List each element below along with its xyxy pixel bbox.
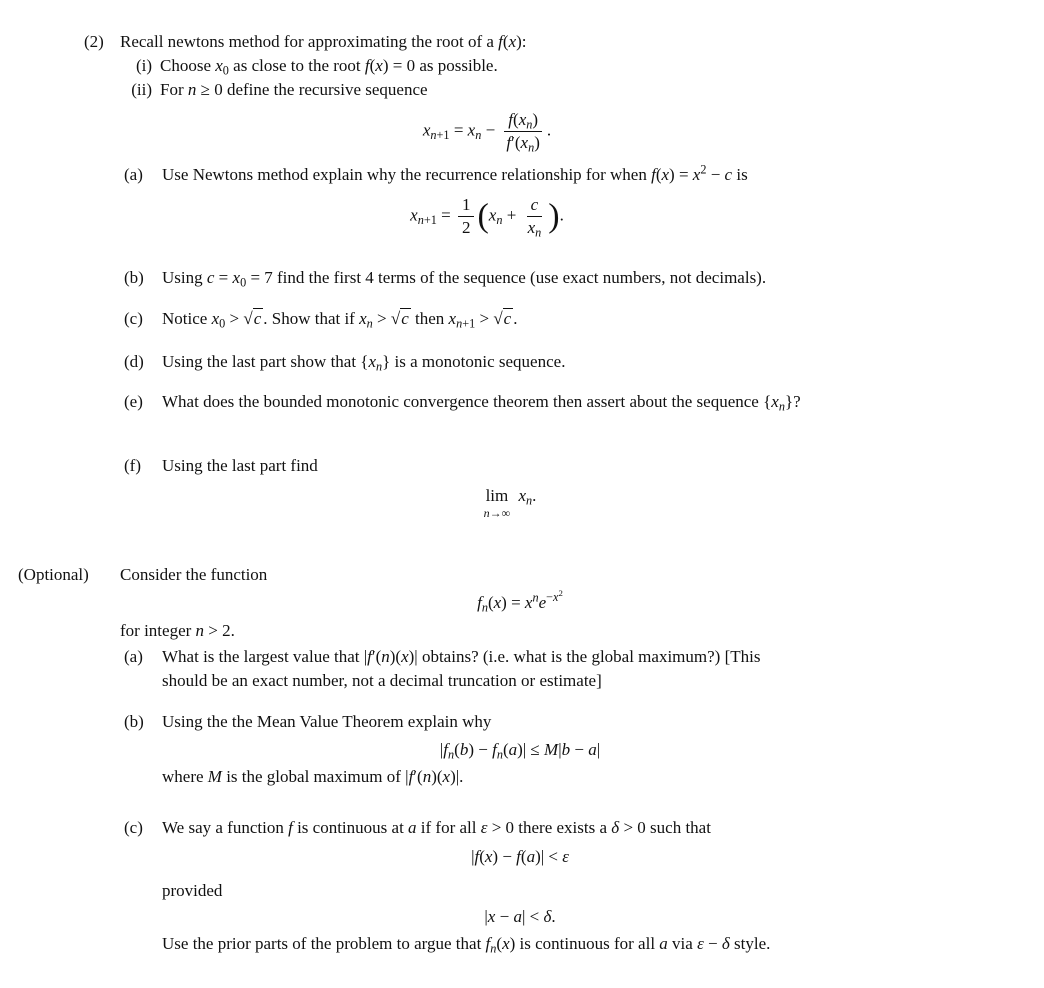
math-var: b — [459, 740, 469, 759]
optional-part-c-closing — [162, 932, 920, 956]
math-var: x — [211, 309, 220, 328]
text-run: For — [160, 80, 188, 99]
text-run: . — [546, 120, 552, 140]
text-run: . — [532, 486, 537, 505]
text-run: is continuous at — [292, 818, 409, 837]
math-var: n — [456, 316, 463, 331]
math-var: a — [588, 740, 597, 759]
equation-limit — [124, 484, 896, 519]
limit-stack — [484, 487, 511, 519]
math-var: x — [508, 32, 517, 51]
equation-delta-bound — [124, 905, 916, 929]
part-c-text — [162, 307, 517, 331]
math-var: x — [401, 647, 409, 666]
part-c-label: (c) — [124, 309, 143, 328]
text-run: What is the largest value that | — [162, 647, 368, 666]
sqrt-radical — [391, 308, 411, 328]
optional-label: (Optional) — [18, 565, 89, 584]
part-b-text — [162, 266, 766, 290]
equation-mean-value-bound — [124, 738, 916, 762]
math-var: f — [516, 847, 521, 866]
text-run: ( — [487, 593, 494, 612]
math-var: c — [530, 195, 539, 214]
part-a-row — [124, 163, 896, 187]
fraction-numerator — [504, 110, 542, 132]
optional-part-c-row — [124, 816, 920, 840]
math-var: f — [508, 110, 514, 129]
math-var: a — [408, 818, 417, 837]
text-run: }? — [784, 392, 801, 411]
text-run: Choose — [160, 56, 216, 75]
math-var: a — [526, 847, 536, 866]
text-run: − — [703, 934, 722, 953]
text-run: as close to the root — [228, 56, 365, 75]
math-var: n — [778, 399, 785, 414]
math-var: x — [661, 165, 670, 184]
text-run: | < — [521, 907, 544, 926]
optional-part-a-line1 — [162, 645, 760, 669]
text-run: − — [706, 165, 725, 184]
subscript — [430, 128, 449, 142]
problem-2-intro — [120, 30, 896, 54]
text-run: provided — [162, 881, 223, 900]
math-var: n — [496, 747, 503, 762]
item-i-row — [120, 54, 896, 78]
math-var: f — [443, 740, 449, 759]
optional-part-b-label: (b) — [124, 712, 144, 731]
text-run: ) — [534, 133, 540, 152]
math-var: x — [518, 110, 527, 129]
text-run: Consider the function — [120, 565, 268, 584]
math-var: δ — [611, 818, 620, 837]
text-run: +1 — [462, 316, 476, 331]
part-e-row — [124, 390, 896, 414]
math-var: f — [492, 740, 497, 759]
math-var: x — [359, 309, 367, 328]
math-var: n — [526, 117, 533, 132]
optional-part-a-label: (a) — [124, 647, 143, 666]
text-run: Use the prior parts of the problem to argue that — [162, 934, 486, 953]
math-var: x — [553, 590, 559, 605]
math-var: x — [232, 268, 241, 287]
text-run: > 2. — [204, 621, 235, 640]
fraction-denominator — [458, 217, 475, 238]
math-var: x — [502, 934, 510, 953]
text-run: +1 — [436, 127, 450, 142]
text-run: | — [471, 847, 475, 866]
math-var: x — [524, 593, 533, 612]
equation-epsilon-bound — [124, 845, 916, 869]
optional-body — [120, 563, 920, 956]
text-run: 2 — [461, 218, 471, 237]
text-run: ( — [655, 165, 662, 184]
sqrt-argument — [253, 308, 264, 328]
text-run: is the global maximum of | — [221, 767, 409, 786]
optional-part-a-line2 — [162, 669, 760, 693]
text-run: Using the last part find — [162, 456, 318, 475]
big-paren: ) — [548, 197, 560, 235]
text-run: is — [732, 165, 748, 184]
math-var: f — [364, 56, 370, 75]
math-var: n — [496, 212, 503, 227]
part-f-row — [124, 454, 896, 478]
math-var: f — [474, 847, 480, 866]
text-run: What does the bounded monotonic convergence theorem then assert about the sequence { — [162, 392, 772, 411]
math-var: c — [401, 309, 409, 328]
fraction — [524, 195, 546, 238]
text-run: )| ≤ — [517, 740, 545, 759]
text-run: )| < — [535, 847, 563, 866]
math-var: n — [187, 80, 197, 99]
text-run: + — [502, 205, 521, 225]
math-var: n — [525, 493, 533, 508]
part-e-label: (e) — [124, 392, 143, 411]
problem-2-number: (2) — [84, 32, 104, 51]
text-run: ) is continuous for all — [509, 934, 660, 953]
optional-integer-condition — [120, 619, 920, 643]
text-run: ( — [454, 740, 460, 759]
part-b-label: (b) — [124, 268, 144, 287]
sqrt-argument — [503, 308, 514, 328]
part-d-text — [162, 350, 565, 374]
text-run: ( — [513, 110, 519, 129]
text-run: ′( — [371, 647, 382, 666]
math-var: f — [498, 32, 503, 51]
sqrt-sign-icon: √ — [493, 309, 503, 328]
optional-part-b-row — [124, 710, 920, 734]
math-var: f — [408, 767, 414, 786]
sqrt-argument — [400, 308, 411, 328]
text-run: via — [667, 934, 698, 953]
text-run: . — [513, 309, 518, 328]
text-run: ( — [479, 847, 485, 866]
part-a-label: (a) — [124, 165, 143, 184]
math-var: x — [484, 847, 493, 866]
text-run: | — [596, 740, 601, 759]
text-run: − — [546, 590, 554, 605]
math-var: n — [381, 647, 390, 666]
math-var: n — [483, 506, 490, 520]
optional-part-b-text — [162, 710, 491, 734]
text-run: Recall newtons method for approximating the root of a — [120, 32, 499, 51]
text-run: ′( — [511, 133, 521, 152]
optional-parts — [124, 645, 920, 956]
text-run: should be an exact number, not a decimal truncation or estimate] — [162, 671, 602, 690]
text-run: 2 — [700, 162, 707, 177]
math-var: n — [490, 941, 497, 956]
problem-2-row — [84, 30, 1026, 519]
math-var: x — [368, 352, 377, 371]
fraction-denominator — [502, 132, 543, 153]
text-run: for integer — [120, 621, 196, 640]
text-run: | — [484, 907, 488, 926]
math-var: n — [528, 140, 535, 155]
text-run: Using the last part show that { — [162, 352, 369, 371]
text-run: = — [436, 205, 455, 225]
text-run: ( — [502, 32, 509, 51]
text-run: +1 — [423, 212, 437, 227]
text-run: We say a function — [162, 818, 289, 837]
text-run: ) — [532, 110, 539, 129]
optional-part-b-where — [162, 765, 920, 789]
math-var: c — [253, 309, 262, 328]
text-run: )|. — [450, 767, 464, 786]
math-var: x — [442, 767, 451, 786]
fraction — [502, 110, 543, 153]
text-run: | — [439, 740, 444, 759]
optional-part-c-label: (c) — [124, 818, 143, 837]
math-var: a — [508, 740, 518, 759]
text-run: ( — [520, 847, 527, 866]
text-run: = — [214, 268, 233, 287]
part-f-label: (f) — [124, 456, 141, 475]
limit-operator — [486, 487, 509, 505]
math-var: a — [659, 934, 668, 953]
math-var: c — [724, 165, 733, 184]
optional-part-b — [124, 710, 920, 789]
part-e-text — [162, 390, 801, 414]
math-var: n — [422, 767, 432, 786]
math-var: x — [520, 133, 529, 152]
math-var: M — [207, 767, 222, 786]
text-run: ): — [516, 32, 527, 51]
math-var: x — [692, 165, 701, 184]
math-var: a — [513, 907, 522, 926]
math-var: n — [535, 225, 542, 240]
part-f-text — [162, 454, 318, 478]
text-run: where — [162, 767, 208, 786]
math-var: ε — [697, 934, 704, 953]
math-var: n — [366, 316, 373, 331]
math-var: x — [410, 205, 418, 225]
superscript — [546, 590, 563, 604]
text-run: . — [559, 205, 564, 225]
text-run: > — [225, 309, 244, 328]
math-var: b — [561, 740, 571, 759]
text-run: Notice — [162, 309, 212, 328]
text-run: ) = — [669, 165, 693, 184]
optional-intro — [120, 563, 920, 587]
limit-subscript — [484, 507, 511, 519]
text-run: − — [495, 907, 514, 926]
fraction-denominator — [524, 217, 546, 238]
sqrt-sign-icon: √ — [390, 309, 401, 328]
text-run: . — [551, 907, 556, 926]
superscript — [558, 588, 562, 598]
math-var: f — [367, 647, 372, 666]
text-run: ) − — [492, 847, 517, 866]
math-var: x — [467, 120, 476, 140]
text-run: ( — [369, 56, 376, 75]
part-c-row — [124, 307, 896, 331]
math-var: n — [195, 621, 205, 640]
math-var: x — [375, 56, 383, 75]
text-run: > — [475, 309, 494, 328]
text-run: then — [410, 309, 449, 328]
math-var: n — [417, 212, 424, 227]
text-run: ′( — [413, 767, 423, 786]
text-run: = 7 find the first 4 terms of the sequence (use exact numbers, not decimals). — [246, 268, 767, 287]
optional-part-a-row — [124, 645, 920, 693]
subscript — [456, 316, 475, 330]
math-var: f — [651, 165, 656, 184]
item-i-text — [160, 54, 498, 78]
math-var: f — [485, 934, 491, 953]
math-var: n — [481, 600, 488, 615]
text-run: lim — [485, 486, 509, 505]
math-var: x — [518, 486, 526, 505]
text-run: ( — [502, 740, 509, 759]
text-run: 0 — [222, 63, 229, 78]
math-var: f — [506, 133, 512, 152]
text-run: ) = 0 as possible. — [382, 56, 498, 75]
math-var: ε — [562, 847, 569, 866]
equation-newton-recursion — [124, 110, 850, 153]
part-b-row — [124, 266, 896, 290]
text-run: if for all — [416, 818, 481, 837]
math-var: n — [448, 747, 455, 762]
text-run: 0 — [240, 275, 247, 290]
math-var: n — [430, 127, 437, 142]
math-var: M — [544, 740, 559, 759]
text-run: →∞ — [489, 506, 511, 520]
text-run: )( — [431, 767, 443, 786]
math-var: x — [771, 392, 779, 411]
math-var: x — [487, 907, 496, 926]
text-run: } is a monotonic sequence. — [382, 352, 566, 371]
text-run: ≥ 0 define the recursive sequence — [196, 80, 428, 99]
sqrt-radical — [493, 308, 513, 328]
item-ii-row — [120, 78, 896, 102]
text-run: − — [570, 740, 589, 759]
item-ii-text — [160, 78, 428, 102]
optional-part-c — [124, 816, 920, 956]
fraction — [458, 195, 475, 238]
math-var: x — [215, 56, 223, 75]
text-run: style. — [729, 934, 771, 953]
problem-2-body — [120, 30, 896, 519]
text-run: > 0 such that — [619, 818, 711, 837]
text-run: . Show that if — [263, 309, 360, 328]
equation-half-recurrence — [124, 195, 850, 238]
math-var: x — [527, 218, 536, 237]
text-run: = — [449, 120, 468, 140]
text-run: )( — [389, 647, 402, 666]
text-run: Using — [162, 268, 207, 287]
math-var: n — [475, 127, 482, 142]
big-paren: ( — [477, 197, 489, 235]
fraction-numerator — [458, 195, 475, 217]
subscript — [418, 213, 437, 227]
part-a-text — [162, 163, 748, 187]
item-ii-label: (ii) — [131, 80, 152, 99]
text-run: ) − — [468, 740, 493, 759]
text-run: 2 — [558, 588, 563, 599]
math-var: x — [488, 205, 497, 225]
sqrt-radical — [243, 308, 263, 328]
text-run: ) = — [501, 593, 525, 612]
text-run: − — [481, 120, 500, 140]
part-d-label: (d) — [124, 352, 144, 371]
part-d-row — [124, 350, 896, 374]
math-var: c — [503, 309, 512, 328]
math-var: e — [538, 593, 547, 612]
optional-part-a-text — [162, 645, 760, 693]
math-var: x — [493, 593, 502, 612]
fraction-numerator — [527, 195, 543, 217]
optional-part-c-text — [162, 816, 711, 840]
problem-2-parts — [124, 110, 896, 519]
math-var: x — [448, 309, 457, 328]
optional-part-c-provided — [162, 879, 920, 903]
math-var: f — [288, 818, 293, 837]
text-run: 1 — [461, 195, 471, 214]
math-var: n — [532, 590, 539, 605]
math-var: x — [422, 120, 431, 140]
text-run: ( — [496, 934, 503, 953]
optional-row — [18, 563, 1026, 956]
text-run: Using the the Mean Value Theorem explain why — [162, 712, 492, 731]
problem-2-section — [84, 30, 1026, 519]
sqrt-sign-icon: √ — [243, 309, 253, 328]
text-run: | — [558, 740, 562, 759]
math-var: δ — [721, 934, 730, 953]
item-i-label: (i) — [135, 56, 152, 75]
subscript — [535, 225, 541, 239]
math-var: n — [376, 359, 383, 374]
text-run: Use Newtons method explain why the recurrence relationship for when — [162, 165, 652, 184]
math-var: c — [206, 268, 215, 287]
equation-fn-definition — [120, 588, 920, 615]
math-var: δ — [543, 907, 552, 926]
optional-section — [18, 563, 1026, 956]
text-run: 0 — [219, 316, 226, 331]
text-run: > — [372, 309, 391, 328]
math-var: ε — [480, 818, 488, 837]
text-run: > 0 there exists a — [487, 818, 612, 837]
math-var: f — [477, 593, 482, 612]
text-run: )| obtains? (i.e. what is the global maximum?) [This — [408, 647, 761, 666]
